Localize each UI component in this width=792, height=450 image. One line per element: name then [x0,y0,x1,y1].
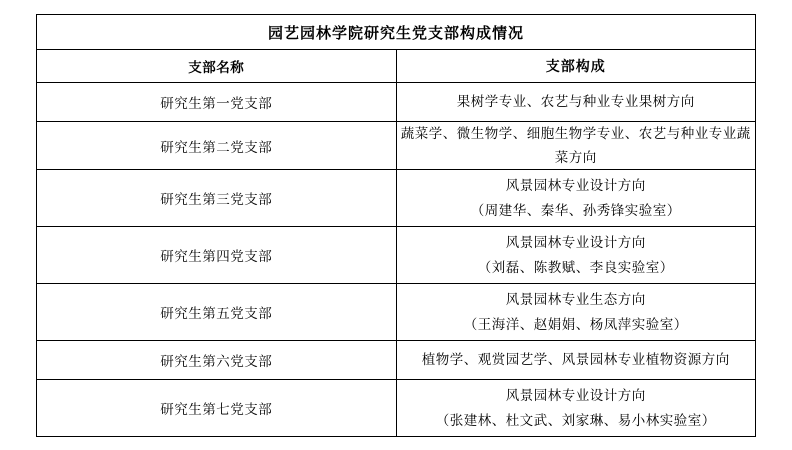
branch-name: 研究生第四党支部 [37,227,397,284]
table-row [37,227,756,284]
branch-name: 研究生第二党支部 [37,122,397,170]
branch-composition [396,380,756,437]
table-body [37,15,756,437]
composition-line: 风景园林专业设计方向 [505,234,646,250]
branch-composition [396,227,756,284]
table-row [37,341,756,380]
table-title: 园艺园林学院研究生党支部构成情况 [37,15,756,50]
branch-composition [396,83,756,122]
branch-composition [396,122,756,170]
composition-line: 风景园林专业生态方向 [505,291,646,307]
composition-line: 果树学专业、农艺与种业专业果树方向 [456,94,695,110]
table-row [37,122,756,170]
table-container [36,14,756,437]
branch-composition [396,341,756,380]
composition-line: （张建林、杜文武、刘家琳、易小林实验室） [435,413,716,429]
branch-name: 研究生第五党支部 [37,284,397,341]
table-row [37,380,756,437]
composition-line: 风景园林专业设计方向 [505,387,646,403]
table-row [37,83,756,122]
composition-line: 植物学、观赏园艺学、风景园林专业植物资源方向 [421,352,730,368]
composition-line: 蔬菜学、微生物学、细胞生物学专业、农艺与种业专业蔬菜方向 [400,126,751,165]
column-header-branch-composition: 支部构成 [396,50,756,83]
branch-name: 研究生第三党支部 [37,170,397,227]
branch-name: 研究生第六党支部 [37,341,397,380]
branch-composition [396,170,756,227]
branch-name: 研究生第一党支部 [37,83,397,122]
branch-name: 研究生第七党支部 [37,380,397,437]
table-row [37,284,756,341]
table-title-row [37,15,756,50]
composition-line: （刘磊、陈教赋、李良实验室） [477,260,674,276]
composition-line: （周建华、秦华、孙秀锋实验室） [470,203,681,219]
composition-line: 风景园林专业设计方向 [505,177,646,193]
table-row [37,170,756,227]
column-header-branch-name: 支部名称 [37,50,397,83]
branch-composition [396,284,756,341]
party-branch-table [36,14,756,437]
composition-line: （王海洋、赵娟娟、杨凤萍实验室） [463,317,688,333]
table-header-row [37,50,756,83]
